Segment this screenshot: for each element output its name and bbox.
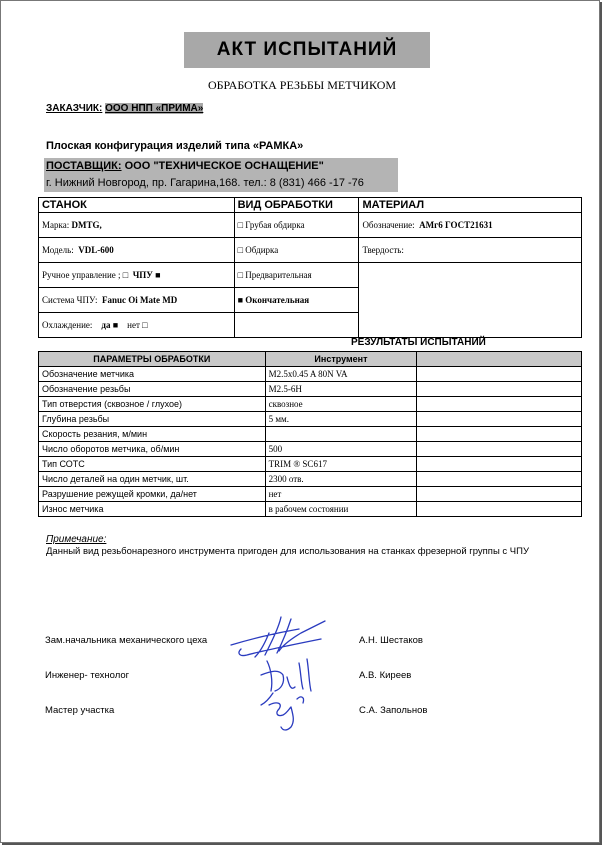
results-row — [39, 397, 582, 412]
results-row — [39, 457, 582, 472]
results-row — [39, 427, 582, 442]
empty-cell — [417, 367, 582, 382]
processing-final: ■ Окончательная — [234, 288, 359, 313]
results-row — [39, 442, 582, 457]
empty-cell — [417, 502, 582, 517]
param-cell: Обозначение резьбы — [39, 382, 266, 397]
note-label: Примечание: — [46, 534, 107, 545]
supplier-line — [46, 160, 324, 172]
empty-cell — [417, 457, 582, 472]
header-processing: ВИД ОБРАБОТКИ — [234, 198, 359, 213]
material-hardness: Твердость: — [359, 238, 582, 263]
customer-label: ЗАКАЗЧИК: — [46, 103, 103, 114]
signature-name: С.А. Запольнов — [359, 705, 428, 716]
empty-cell — [417, 442, 582, 457]
value-cell: 500 — [265, 442, 417, 457]
note-text: Данный вид резьбонарезного инструмента пригоден для использования на станках фрезерной группы с ЧПУ — [46, 546, 530, 557]
machine-system: Система ЧПУ: Fanuc Oi Mate MD — [39, 288, 235, 313]
processing-empty — [234, 313, 359, 338]
supplier-address: г. Нижний Новгород, пр. Гагарина,168. тел.: 8 (831) 466 -17 -76 — [46, 177, 364, 189]
value-cell: TRIM ® SC617 — [265, 457, 417, 472]
processing-prelim: □ Предварительная — [234, 263, 359, 288]
results-row — [39, 472, 582, 487]
signature-name: А.Н. Шестаков — [359, 635, 423, 646]
param-cell: Число оборотов метчика, об/мин — [39, 442, 266, 457]
results-header-params: ПАРАМЕТРЫ ОБРАБОТКИ — [39, 352, 266, 367]
cooling-yes-checkbox: ■ — [112, 320, 119, 330]
signature-role: Зам.начальника механического цеха — [45, 635, 208, 646]
results-row — [39, 367, 582, 382]
param-cell: Разрушение режущей кромки, да/нет — [39, 487, 266, 502]
value-cell: M2.5x0.45 A 80N VA — [265, 367, 417, 382]
results-row — [39, 487, 582, 502]
results-row — [39, 502, 582, 517]
header-material: МАТЕРИАЛ — [359, 198, 582, 213]
results-row — [39, 412, 582, 427]
results-title: РЕЗУЛЬТАТЫ ИСПЫТАНИЙ — [351, 337, 486, 348]
handwritten-signatures — [221, 599, 351, 739]
value-cell: в рабочем состоянии — [265, 502, 417, 517]
empty-cell — [417, 412, 582, 427]
value-cell — [265, 427, 417, 442]
cnc-checkbox: ■ — [155, 270, 161, 280]
param-cell: Скорость резания, м/мин — [39, 427, 266, 442]
header-machine: СТАНОК — [39, 198, 235, 213]
material-designation: Обозначение: АМг6 ГОСТ21631 — [359, 213, 582, 238]
config-line: Плоская конфигурация изделий типа «РАМКА» — [46, 140, 304, 152]
empty-cell — [417, 472, 582, 487]
cooling-no-checkbox: □ — [142, 320, 148, 330]
results-table — [38, 351, 582, 517]
manual-checkbox: □ — [122, 270, 129, 280]
document-title: АКТ ИСПЫТАНИЙ — [184, 32, 430, 68]
processing-strip: □ Обдирка — [234, 238, 359, 263]
customer-value: ООО НПП «ПРИМА» — [105, 103, 204, 114]
param-cell: Глубина резьбы — [39, 412, 266, 427]
param-cell: Число деталей на один метчик, шт. — [39, 472, 266, 487]
param-cell: Тип СОТС — [39, 457, 266, 472]
value-cell: 2300 отв. — [265, 472, 417, 487]
machine-model: Модель: VDL-600 — [39, 238, 235, 263]
results-row — [39, 382, 582, 397]
signature-name: А.В. Киреев — [359, 670, 412, 681]
value-cell: нет — [265, 487, 417, 502]
value-cell: M2.5-6H — [265, 382, 417, 397]
machine-cooling: Охлаждение: да ■ нет □ — [39, 313, 235, 338]
value-cell: 5 мм. — [265, 412, 417, 427]
results-header-empty — [417, 352, 582, 367]
param-cell: Износ метчика — [39, 502, 266, 517]
machine-table — [38, 197, 582, 338]
document-subtitle: ОБРАБОТКА РЕЗЬБЫ МЕТЧИКОМ — [207, 78, 397, 92]
results-header-tool: Инструмент — [265, 352, 417, 367]
processing-rough: □ Грубая обдирка — [234, 213, 359, 238]
signature-role: Инженер- технолог — [45, 670, 130, 681]
value-cell: сквозное — [265, 397, 417, 412]
material-empty — [359, 263, 582, 338]
signature-role: Мастер участка — [45, 705, 115, 716]
empty-cell — [417, 382, 582, 397]
machine-manual: Ручное управление ; □ ЧПУ ■ — [39, 263, 235, 288]
param-cell: Тип отверстия (сквозное / глухое) — [39, 397, 266, 412]
empty-cell — [417, 427, 582, 442]
param-cell: Обозначение метчика — [39, 367, 266, 382]
empty-cell — [417, 487, 582, 502]
customer-line — [46, 103, 203, 114]
empty-cell — [417, 397, 582, 412]
machine-brand: Марка: DMTG, — [39, 213, 235, 238]
supplier-label: ПОСТАВЩИК: — [46, 160, 122, 172]
supplier-name: ООО "ТЕХНИЧЕСКОЕ ОСНАЩЕНИЕ" — [124, 160, 324, 172]
